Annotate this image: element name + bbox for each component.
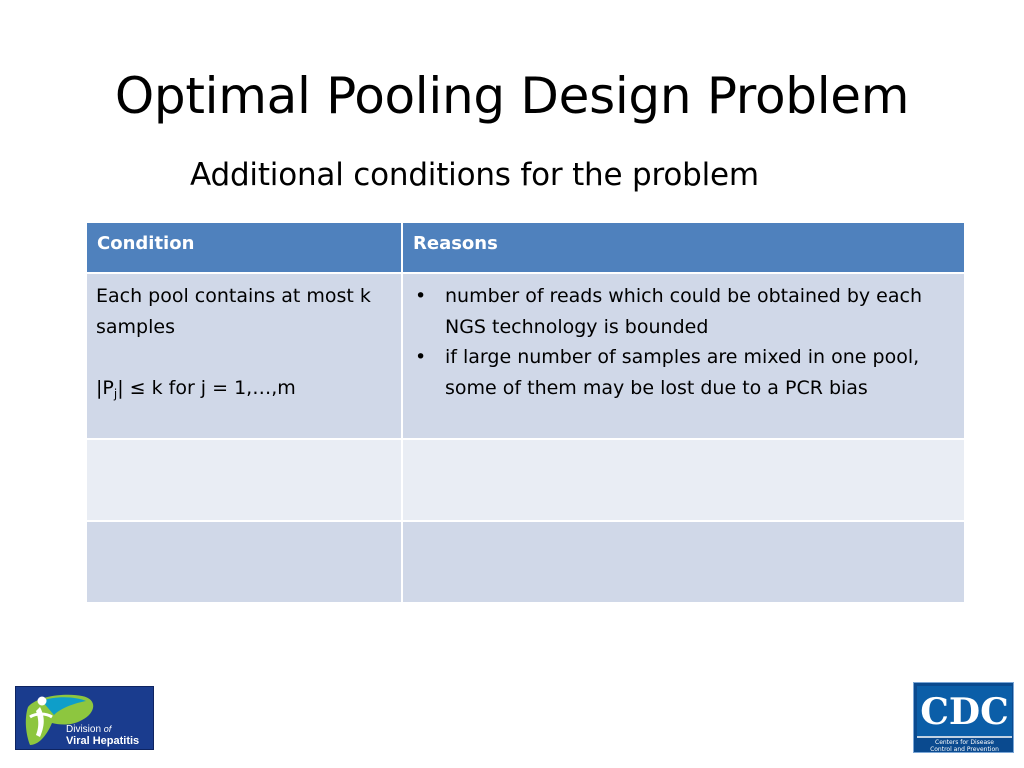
condition-cell <box>86 521 402 603</box>
table-header-row <box>86 222 965 273</box>
condition-formula: $|P_j| \le k$ for j = 1,…,m <box>96 376 296 401</box>
condition-cell <box>86 273 402 439</box>
slide-title: Optimal Pooling Design Problem <box>114 67 910 125</box>
reasons-cell <box>402 521 965 603</box>
condition-text: Each pool contains at most k samples <box>96 285 371 338</box>
reasons-cell <box>402 273 965 439</box>
cdc-logo-line2: Control and Prevention <box>930 746 999 753</box>
list-item: • if large number of samples are mixed in one pool, some of them may be lost due to a PCR bias <box>415 346 920 399</box>
logo-viral-hepatitis-text: Viral Hepatitis <box>66 735 140 747</box>
logo-division-text: Division of <box>66 724 112 735</box>
reasons-cell <box>402 439 965 521</box>
column-header-condition: Condition <box>86 222 402 273</box>
table-row <box>86 273 965 439</box>
table-row <box>86 439 965 521</box>
table-row <box>86 521 965 603</box>
reasons-list <box>403 274 964 403</box>
cdc-logo <box>913 682 1014 753</box>
cdc-logo-line1: Centers for Disease <box>935 739 994 746</box>
cdc-logo-name: CDC <box>920 691 1009 733</box>
slide-subtitle: Additional conditions for the problem <box>190 157 759 193</box>
condition-cell <box>86 439 402 521</box>
viral-hepatitis-logo <box>15 686 154 750</box>
column-header-reasons: Reasons <box>402 222 965 273</box>
list-item: • number of reads which could be obtained by each NGS technology is bounded <box>415 285 922 338</box>
conditions-table <box>85 221 966 604</box>
